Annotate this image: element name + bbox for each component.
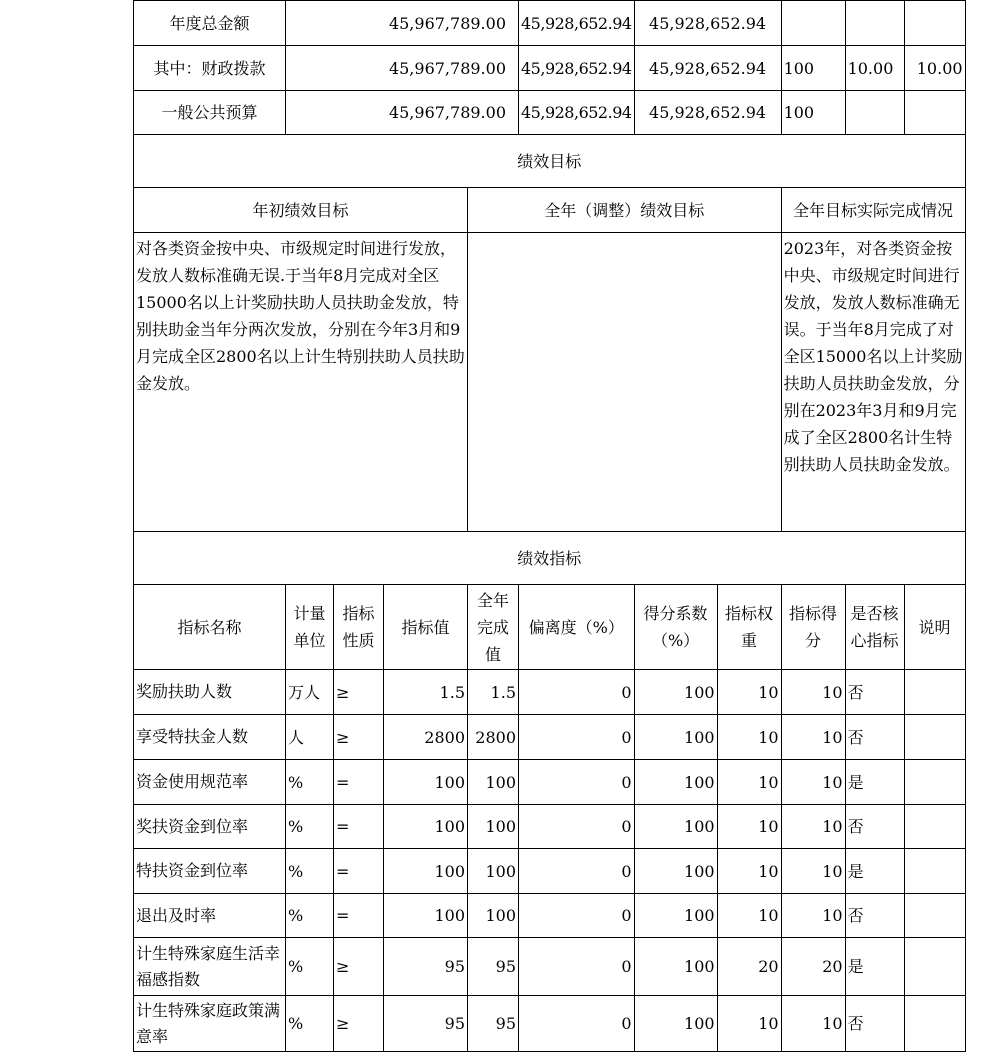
header-target: 指标值 — [384, 585, 468, 670]
indicator-nature: = — [334, 894, 384, 938]
indicator-target: 95 — [384, 938, 468, 996]
indicator-name: 奖励扶助人数 — [134, 670, 286, 715]
goals-actual-text: 2023年，对各类资金按中央、市级规定时间进行发放，发放人数标准确无误。于当年8月完成了对全区15000名以上计奖励扶助人员扶助金发放，分别在2023年3月和9月完成了全区2800名计生特别扶助人员扶助金发放。 — [781, 233, 965, 532]
goals-initial-text: 对各类资金按中央、市级规定时间进行发放，发放人数标准确无误.于当年8月完成对全区15000名以上计奖励扶助人员扶助金发放，特别扶助金当年分两次发放，分别在今年3月和9月完成全区2800名以上计生特别扶助人员扶助金发放。 — [134, 233, 468, 532]
indicator-score: 10 — [781, 894, 845, 938]
indicator-coefficient: 100 — [634, 938, 717, 996]
funding-section — [134, 1, 966, 135]
indicator-weight: 10 — [717, 894, 781, 938]
indicator-deviation: 0 — [519, 894, 635, 938]
indicator-actual: 100 — [468, 805, 519, 849]
header-note: 说明 — [904, 585, 965, 670]
header-unit: 计量单位 — [286, 585, 334, 670]
indicator-unit: % — [286, 760, 334, 805]
indicator-weight: 10 — [717, 760, 781, 805]
indicator-core: 否 — [845, 670, 904, 715]
indicator-score: 10 — [781, 715, 845, 760]
indicator-coefficient: 100 — [634, 894, 717, 938]
indicator-weight: 10 — [717, 805, 781, 849]
indicator-nature: ≥ — [334, 670, 384, 715]
indicator-coefficient: 100 — [634, 715, 717, 760]
indicator-target: 95 — [384, 996, 468, 1052]
indicator-score: 10 — [781, 760, 845, 805]
indicator-coefficient: 100 — [634, 670, 717, 715]
indicator-target: 2800 — [384, 715, 468, 760]
indicator-note — [904, 849, 965, 894]
indicator-coefficient: 100 — [634, 996, 717, 1052]
indicator-deviation: 0 — [519, 996, 635, 1052]
header-score: 指标得分 — [781, 585, 845, 670]
funding-label: 一般公共预算 — [134, 91, 286, 135]
indicator-nature: ≥ — [334, 715, 384, 760]
funding-v6 — [904, 91, 965, 135]
table-row — [134, 849, 966, 894]
indicator-core: 否 — [845, 996, 904, 1052]
table-row — [134, 670, 966, 715]
indicator-coefficient: 100 — [634, 805, 717, 849]
funding-v3: 45,928,652.94 — [634, 1, 781, 46]
header-coefficient: 得分系数（%） — [634, 585, 717, 670]
indicator-actual: 100 — [468, 760, 519, 805]
indicator-weight: 10 — [717, 849, 781, 894]
indicator-actual: 1.5 — [468, 670, 519, 715]
table-row — [134, 805, 966, 849]
indicator-deviation: 0 — [519, 849, 635, 894]
funding-v6: 10.00 — [904, 46, 965, 91]
indicator-note — [904, 805, 965, 849]
indicator-deviation: 0 — [519, 670, 635, 715]
indicator-target: 100 — [384, 849, 468, 894]
indicator-score: 10 — [781, 996, 845, 1052]
indicator-rows — [134, 670, 966, 1052]
table-row — [134, 996, 966, 1052]
indicator-deviation: 0 — [519, 715, 635, 760]
funding-row — [134, 1, 966, 46]
indicator-name: 奖扶资金到位率 — [134, 805, 286, 849]
funding-v4 — [781, 1, 845, 46]
indicator-unit: % — [286, 805, 334, 849]
indicator-actual: 100 — [468, 849, 519, 894]
goals-adjusted-text — [468, 233, 782, 532]
funding-row — [134, 91, 966, 135]
funding-v4: 100 — [781, 91, 845, 135]
table-row — [134, 894, 966, 938]
indicator-actual: 95 — [468, 938, 519, 996]
indicator-name: 计生特殊家庭生活幸福感指数 — [134, 938, 286, 996]
indicator-target: 100 — [384, 760, 468, 805]
indicator-nature: = — [334, 805, 384, 849]
funding-label: 年度总金额 — [134, 1, 286, 46]
indicator-score: 10 — [781, 670, 845, 715]
indicator-note — [904, 938, 965, 996]
indicator-note — [904, 715, 965, 760]
table-row — [134, 760, 966, 805]
funding-row — [134, 46, 966, 91]
funding-v3: 45,928,652.94 — [634, 46, 781, 91]
indicator-core: 否 — [845, 715, 904, 760]
indicator-coefficient: 100 — [634, 760, 717, 805]
indicator-deviation: 0 — [519, 805, 635, 849]
performance-table — [133, 0, 966, 1052]
funding-label: 其中：财政拨款 — [134, 46, 286, 91]
goals-initial-header: 年初绩效目标 — [134, 188, 468, 233]
indicator-target: 1.5 — [384, 670, 468, 715]
funding-v1: 45,967,789.00 — [286, 1, 519, 46]
indicator-nature: = — [334, 760, 384, 805]
indicator-name: 计生特殊家庭政策满意率 — [134, 996, 286, 1052]
indicator-nature: ≥ — [334, 938, 384, 996]
indicator-core: 是 — [845, 938, 904, 996]
indicator-coefficient: 100 — [634, 849, 717, 894]
header-nature: 指标性质 — [334, 585, 384, 670]
indicator-name: 资金使用规范率 — [134, 760, 286, 805]
indicator-name: 退出及时率 — [134, 894, 286, 938]
funding-v1: 45,967,789.00 — [286, 91, 519, 135]
indicator-actual: 2800 — [468, 715, 519, 760]
funding-v2: 45,928,652.94 — [519, 1, 635, 46]
indicator-actual: 100 — [468, 894, 519, 938]
indicator-note — [904, 670, 965, 715]
funding-v5: 10.00 — [845, 46, 904, 91]
goals-section — [134, 135, 966, 532]
funding-v2: 45,928,652.94 — [519, 91, 635, 135]
indicators-section — [134, 532, 966, 670]
indicator-target: 100 — [384, 894, 468, 938]
indicator-unit: % — [286, 996, 334, 1052]
funding-v2: 45,928,652.94 — [519, 46, 635, 91]
indicator-nature: = — [334, 849, 384, 894]
indicator-unit: % — [286, 938, 334, 996]
header-actual: 全年完成值 — [468, 585, 519, 670]
indicator-core: 否 — [845, 894, 904, 938]
funding-v5 — [845, 91, 904, 135]
header-weight: 指标权重 — [717, 585, 781, 670]
indicator-score: 10 — [781, 849, 845, 894]
goals-actual-header: 全年目标实际完成情况 — [781, 188, 965, 233]
indicator-note — [904, 894, 965, 938]
header-core: 是否核心指标 — [845, 585, 904, 670]
indicator-weight: 10 — [717, 670, 781, 715]
indicator-unit: % — [286, 849, 334, 894]
indicator-core: 否 — [845, 805, 904, 849]
indicator-unit: 万人 — [286, 670, 334, 715]
indicator-unit: % — [286, 894, 334, 938]
indicator-note — [904, 996, 965, 1052]
indicator-note — [904, 760, 965, 805]
indicator-core: 是 — [845, 849, 904, 894]
funding-v4: 100 — [781, 46, 845, 91]
indicator-weight: 20 — [717, 938, 781, 996]
indicator-score: 10 — [781, 805, 845, 849]
indicator-core: 是 — [845, 760, 904, 805]
indicator-weight: 10 — [717, 715, 781, 760]
indicator-score: 20 — [781, 938, 845, 996]
funding-v5 — [845, 1, 904, 46]
indicators-section-title: 绩效指标 — [134, 532, 966, 585]
indicator-deviation: 0 — [519, 938, 635, 996]
goals-adjusted-header: 全年（调整）绩效目标 — [468, 188, 782, 233]
indicator-target: 100 — [384, 805, 468, 849]
indicator-weight: 10 — [717, 996, 781, 1052]
indicator-unit: 人 — [286, 715, 334, 760]
indicator-deviation: 0 — [519, 760, 635, 805]
indicator-name: 享受特扶金人数 — [134, 715, 286, 760]
funding-v6 — [904, 1, 965, 46]
header-name: 指标名称 — [134, 585, 286, 670]
indicator-name: 特扶资金到位率 — [134, 849, 286, 894]
indicator-actual: 95 — [468, 996, 519, 1052]
table-row — [134, 938, 966, 996]
table-row — [134, 715, 966, 760]
goals-section-title: 绩效目标 — [134, 135, 966, 188]
header-deviation: 偏离度（%） — [519, 585, 635, 670]
indicator-nature: ≥ — [334, 996, 384, 1052]
funding-v1: 45,967,789.00 — [286, 46, 519, 91]
funding-v3: 45,928,652.94 — [634, 91, 781, 135]
